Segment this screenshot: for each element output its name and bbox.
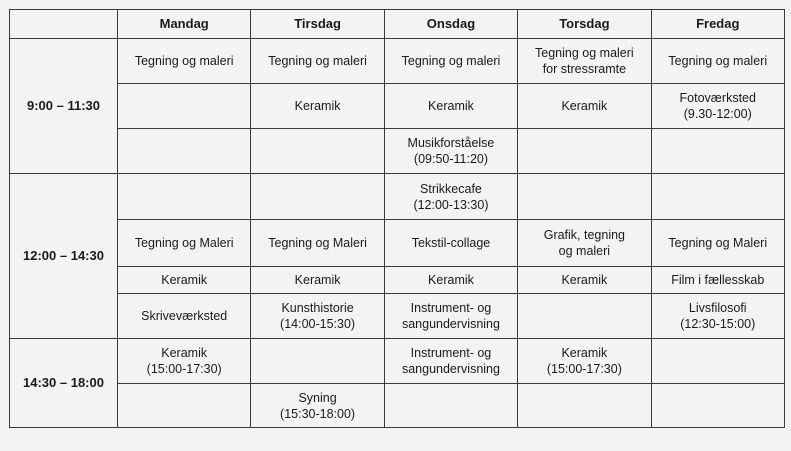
- schedule-cell: [518, 294, 651, 339]
- schedule-cell: Tegning og maleri: [384, 39, 517, 84]
- schedule-cell: Keramik: [518, 84, 651, 129]
- schedule-cell: Tegning og Maleri: [651, 220, 784, 267]
- schedule-cell: Skriveværksted: [118, 294, 251, 339]
- schedule-cell: [651, 174, 784, 220]
- day-header-wednesday: Onsdag: [384, 10, 517, 39]
- schedule-cell: [651, 129, 784, 174]
- schedule-cell: Keramik: [518, 267, 651, 294]
- table-row: [10, 294, 785, 339]
- schedule-cell: Keramik: [251, 267, 384, 294]
- table-row: [10, 384, 785, 428]
- schedule-cell: Keramik: [384, 84, 517, 129]
- schedule-cell: Syning (15:30-18:00): [251, 384, 384, 428]
- table-row: [10, 84, 785, 129]
- schedule-cell: Instrument- og sangundervisning: [384, 294, 517, 339]
- schedule-cell: Tegning og maleri: [251, 39, 384, 84]
- schedule-cell: Tegning og maleri: [118, 39, 251, 84]
- schedule-cell: [118, 129, 251, 174]
- schedule-cell: [518, 129, 651, 174]
- table-row: [10, 339, 785, 384]
- day-header-thursday: Torsdag: [518, 10, 651, 39]
- table-row: [10, 220, 785, 267]
- day-header-monday: Mandag: [118, 10, 251, 39]
- schedule-cell: Tegning og maleri: [651, 39, 784, 84]
- day-header-tuesday: Tirsdag: [251, 10, 384, 39]
- schedule-cell: Film i fællesskab: [651, 267, 784, 294]
- table-row: [10, 129, 785, 174]
- schedule-cell: Grafik, tegning og maleri: [518, 220, 651, 267]
- schedule-cell: [518, 384, 651, 428]
- schedule-cell: [251, 339, 384, 384]
- schedule-cell: Kunsthistorie (14:00-15:30): [251, 294, 384, 339]
- schedule-cell: Tegning og Maleri: [118, 220, 251, 267]
- schedule-cell: Keramik: [251, 84, 384, 129]
- schedule-cell: [251, 174, 384, 220]
- schedule-cell: Tekstil-collage: [384, 220, 517, 267]
- table-row: [10, 39, 785, 84]
- time-slot-label: 12:00 – 14:30: [10, 174, 118, 339]
- schedule-cell: Fotoværksted (9.30-12:00): [651, 84, 784, 129]
- table-row: [10, 267, 785, 294]
- schedule-cell: Keramik: [118, 267, 251, 294]
- schedule-cell: Strikkecafe (12:00-13:30): [384, 174, 517, 220]
- schedule-cell: Keramik: [384, 267, 517, 294]
- schedule-cell: [651, 339, 784, 384]
- schedule-cell: [651, 384, 784, 428]
- schedule-cell: [251, 129, 384, 174]
- day-header-friday: Fredag: [651, 10, 784, 39]
- schedule-cell: Tegning og Maleri: [251, 220, 384, 267]
- schedule-cell: Musikforståelse (09:50-11:20): [384, 129, 517, 174]
- corner-cell: [10, 10, 118, 39]
- schedule-cell: [118, 384, 251, 428]
- schedule-cell: [118, 174, 251, 220]
- schedule-cell: Keramik (15:00-17:30): [518, 339, 651, 384]
- schedule-cell: Tegning og maleri for stressramte: [518, 39, 651, 84]
- schedule-cell: [384, 384, 517, 428]
- schedule-cell: [118, 84, 251, 129]
- time-slot-label: 14:30 – 18:00: [10, 339, 118, 428]
- schedule-cell: Livsfilosofi (12:30-15:00): [651, 294, 784, 339]
- schedule-cell: [518, 174, 651, 220]
- schedule-cell: Keramik (15:00-17:30): [118, 339, 251, 384]
- time-slot-label: 9:00 – 11:30: [10, 39, 118, 174]
- header-row: [10, 10, 785, 39]
- weekly-schedule-table: [9, 9, 785, 428]
- table-row: [10, 174, 785, 220]
- schedule-cell: Instrument- og sangundervisning: [384, 339, 517, 384]
